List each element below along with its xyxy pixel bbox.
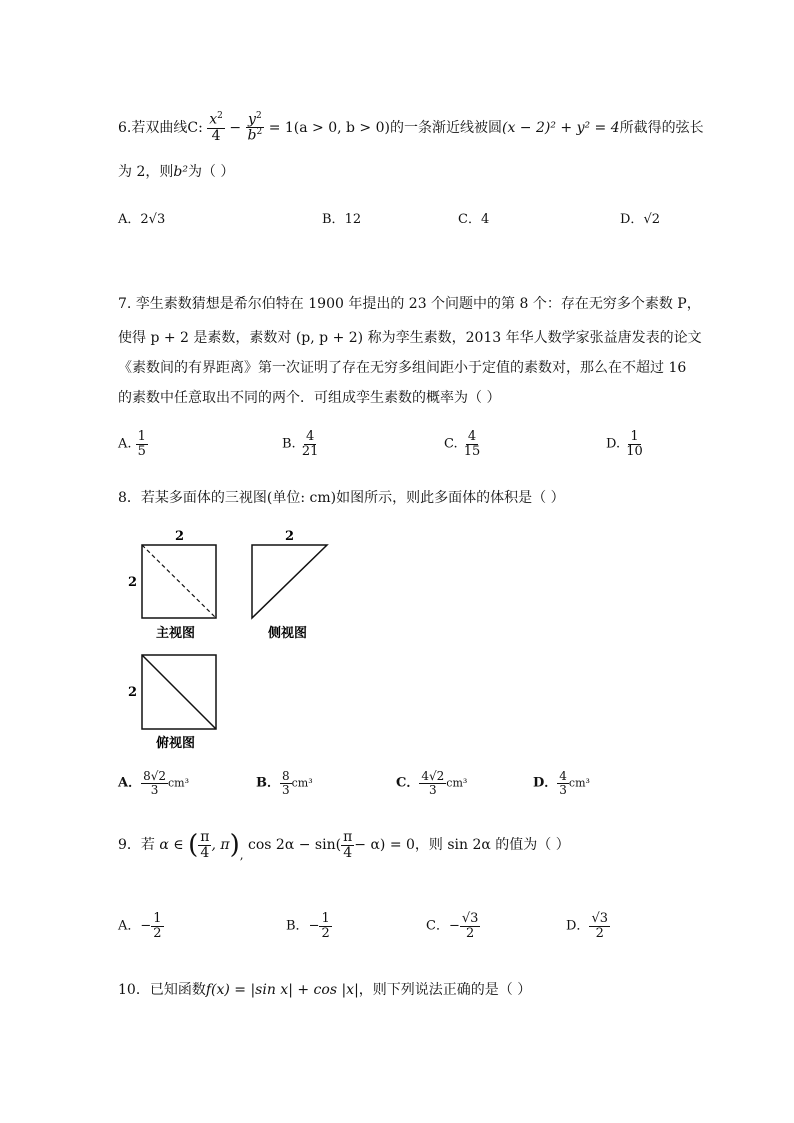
top-view-label: 俯视图 [156,736,196,751]
q9-option-b[interactable]: B．− $\frac{1}{2}$ [286,911,330,941]
q8-option-a[interactable]: A． $\frac{8√2}{3}$ cm³ [118,769,190,797]
top-view [128,655,216,751]
front-view-hidden-edge [142,545,216,618]
q10-suffix: ，则下列说法正确的是（ ） [358,982,532,998]
q7-line1: 7. 孪生素数猜想是希尔伯特在 1900 年提出的 23 个问题中的第 8 个：存在无穷多个素数 P， [118,296,701,312]
q9-cond-post: − α) = 0 [354,837,415,854]
side-view-top-dim: 2 [285,529,295,544]
q10-func: f(x) = |sin x| + cos |x| [205,982,359,998]
q6-line2-end: 为（ ） [187,164,235,180]
side-view [252,529,327,641]
q7-line4: 的素数中任意取出不同的两个．可组成孪生素数的概率为（ ） [118,390,501,406]
q8-option-c[interactable]: C． $\frac{4√2}{3}$ cm³ [396,769,468,797]
q6-curve: C: [187,119,203,136]
side-view-label: 侧视图 [268,626,308,641]
q9-option-a[interactable]: A．− $\frac{1}{2}$ [118,911,162,941]
q6-suffix: 所截得的弦长 [619,119,704,136]
three-view-diagram [120,525,360,755]
q9-alpha-in: α ∈ [159,837,184,854]
front-view [128,529,216,641]
q6-option-c[interactable]: C．4 [458,212,490,227]
q7-option-d[interactable]: D. $\frac{1}{10}$ [606,429,643,459]
q6-line1: 6.若双曲线C: $\frac{x^2}{4}$ − $\frac{y^2}{b^2}$ = 1(a > 0, b > 0)的一条渐近线被圆(x − 2)² + y² = 4所截得的弦长 [118,111,704,144]
q6-line2-text: 为 2，则 [118,164,174,180]
q6-mid: 的一条渐近线被圆 [389,119,502,136]
q6-line2 [118,162,234,182]
q8-option-b[interactable]: B． $\frac{8}{3}$ cm³ [256,769,313,797]
q7-option-a[interactable]: A. $\frac{1}{5}$ [118,429,146,459]
q7-option-b[interactable]: B. $\frac{4}{21}$ [282,429,319,459]
q9-option-d[interactable]: D． $\frac{√3}{2}$ [566,911,608,941]
q9-tail: ，则 sin 2α 的值为（ ） [414,837,570,854]
q6-option-a[interactable]: A．2√3 [118,212,166,227]
q10-stem [118,980,531,1000]
q7-option-c[interactable]: C. $\frac{4}{15}$ [444,429,481,459]
q8-option-d[interactable]: D． $\frac{4}{3}$ cm³ [533,769,590,797]
q6-b2: b² [173,164,188,180]
q6-prefix: 6.若双曲线 [118,119,188,136]
q9-prefix: 9．若 [118,837,155,854]
q6-eq-rest: = 1(a > 0, b > 0) [268,119,390,136]
q8-stem: 8．若某多面体的三视图(单位: cm)如图所示，则此多面体的体积是（ ） [118,490,565,506]
q7-line3: 《素数间的有界距离》第一次证明了存在无穷多组间距小于定值的素数对，那么在不超过 16 [118,360,687,376]
q9-cond-pre: cos 2α − sin( [248,837,342,854]
q7-line2: 使得 p + 2 是素数，素数对 (p, p + 2) 称为孪生素数，2013 年华人数学家张益唐发表的论文 [118,330,702,346]
top-view-left-dim: 2 [128,685,138,700]
q10-prefix: 10．已知函数 [118,982,206,998]
front-view-top-dim: 2 [175,529,185,544]
q6-frac-y: $\frac{y^2}{b^2}$ [247,111,263,144]
q6-option-d[interactable]: D．√2 [620,212,660,227]
front-view-label: 主视图 [156,626,196,641]
q6-frac-x: $\frac{x^2}{4}$ [209,111,223,144]
q6-circle: (x − 2)² + y² = 4 [501,119,620,136]
front-view-left-dim: 2 [128,575,138,590]
q9-stem: 9．若 α ∈ ( $\frac{\pi}{4}$ , π), cos 2α − sin( $\frac{\pi}{4}$ − α) = 0，则 sin 2α 的值为（ ） [118,829,570,863]
q6-option-b[interactable]: B．12 [322,212,362,227]
q9-option-c[interactable]: C．− $\frac{√3}{2}$ [426,911,479,941]
